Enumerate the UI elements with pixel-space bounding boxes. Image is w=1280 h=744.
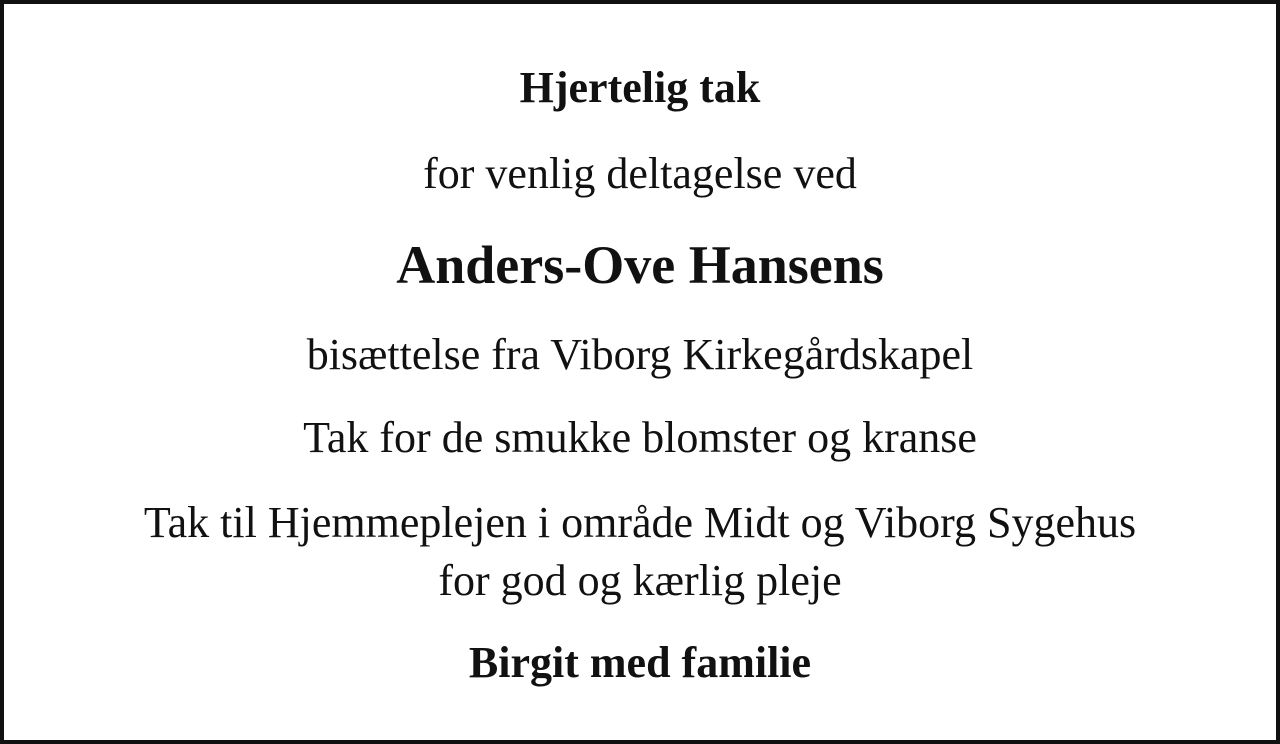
care-line-1: Tak til Hjemmeplejen i område Midt og Viborg Sygehus	[143, 498, 1137, 547]
flowers-line: Tak for de smukke blomster og kranse	[303, 413, 977, 462]
signature: Birgit med familie	[468, 638, 812, 687]
deceased-name: Anders-Ove Hansens	[396, 235, 884, 295]
care-line-2: for god og kærlig pleje	[438, 556, 842, 605]
participation-line: for venlig deltagelse ved	[423, 149, 857, 198]
ceremony-line: bisættelse fra Viborg Kirkegårdskapel	[306, 330, 974, 379]
notice-heading: Hjertelig tak	[519, 63, 761, 112]
